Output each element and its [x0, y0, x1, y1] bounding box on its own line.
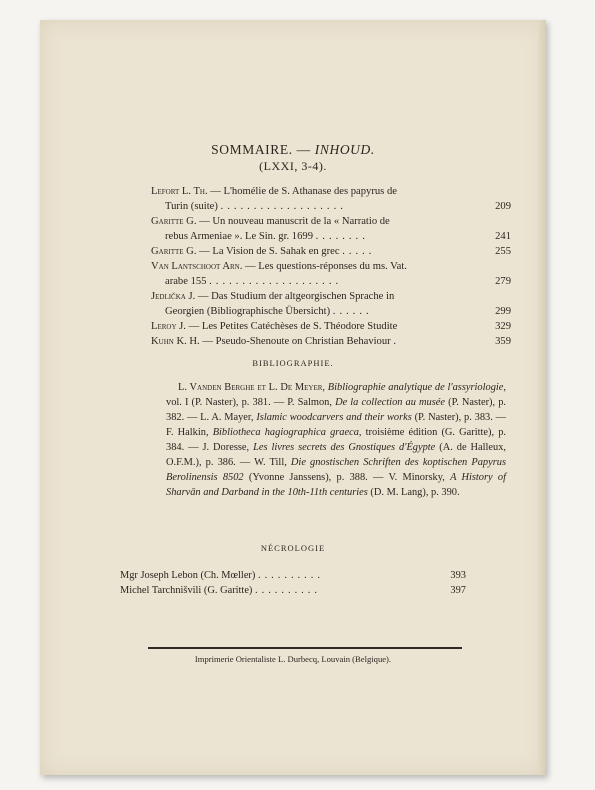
bibliographie-paragraph [166, 380, 506, 500]
toc-title: — Das Studium der altgeorgischen Sprache in [195, 291, 395, 302]
toc-entry [151, 214, 511, 244]
biblio-title: Bibliotheca hagiographica graeca [212, 427, 359, 438]
toc-page-number: 279 [495, 276, 511, 287]
title-italic: INHOUD. [314, 142, 375, 157]
toc-line: Garitte G. — La Vision de S. Sahak en grec ..... 255 [151, 246, 511, 257]
biblio-text: (A. de Halleux, O.F.M.), p. 386. — W. Till, [166, 442, 506, 468]
toc-line [151, 289, 511, 304]
toc-entry [151, 184, 511, 214]
toc-author: Garitte G. [151, 216, 197, 227]
necrologie-text: Michel Tarchnišvili (G. Garitte) [120, 585, 253, 596]
toc-line: Georgien (Bibliographische Übersicht) ...... 299 [165, 306, 511, 317]
toc-entry [151, 289, 511, 319]
toc-line: Turin (suite) ................... 209 [165, 201, 511, 212]
toc-page-number: 255 [495, 246, 511, 257]
title-plain: SOMMAIRE. — [211, 142, 311, 157]
back-cover-page [40, 20, 546, 775]
toc-page-number: 209 [495, 201, 511, 212]
biblio-text: (P. Naster), p. 382. — L. A. Mayer, [166, 397, 506, 423]
toc-line [151, 214, 511, 229]
toc-line: rebus Armeniae ». Le Sin. gr. 1699 ........ 241 [165, 231, 511, 242]
biblio-title: Les livres secrets des Gnostiques d'Égypte [253, 442, 436, 453]
toc-entry [151, 334, 511, 349]
toc-page-number: 359 [495, 336, 511, 347]
toc-line [151, 319, 511, 334]
toc-author: Lefort L. Th. [151, 186, 208, 197]
toc-line [151, 184, 511, 199]
toc-title-cont: arabe 155 [165, 276, 207, 287]
toc-author: Garitte G. [151, 246, 197, 257]
necrologie-heading: NÉCROLOGIE [260, 543, 326, 553]
biblio-text: (Yvonne Janssens), p. 388. — V. Minorsky, [243, 472, 451, 483]
toc-entry [151, 319, 511, 334]
toc-title: — L'homélie de S. Athanase des papyrus de [207, 186, 397, 197]
necrologie-page-number: 397 [450, 585, 466, 596]
sommaire-title [40, 142, 546, 158]
necrologie-page-number: 393 [450, 570, 466, 581]
biblio-text: (D. M. Lang), p. 390. [367, 487, 460, 498]
biblio-text: , troisième édition (G. Garitte), p. 384. — J. Doresse, [166, 427, 506, 453]
toc-page-number: 241 [495, 231, 511, 242]
toc-author: Jedlička J. [151, 291, 196, 302]
toc-entry [151, 244, 511, 259]
necrologie-text: Mgr Joseph Lebon (Ch. Mœller) [120, 570, 256, 581]
toc-page-number: 299 [495, 306, 511, 317]
toc-entry [151, 259, 511, 289]
biblio-title: Islamic woodcarvers and their works [256, 412, 412, 423]
necrologie-entry: Mgr Joseph Lebon (Ch. Mœller) .......... 393 [120, 570, 466, 581]
toc-title-cont: rebus Armeniae ». Le Sin. gr. 1699 [165, 231, 313, 242]
horizontal-rule [148, 647, 462, 649]
toc-line: Kuhn K. H. — Pseudo-Shenoute on Christian Behaviour . 359 [151, 336, 511, 347]
toc-title-cont: Georgien (Bibliographische Übersicht) [165, 306, 331, 317]
necrologie-entry: Michel Tarchnišvili (G. Garitte) .......... 397 [120, 585, 466, 596]
toc-author: Leroy J. [151, 321, 186, 332]
toc-author: Van Lantschoot Arn. [151, 261, 243, 272]
toc-title: — Pseudo-Shenoute on Christian Behaviour [199, 336, 391, 347]
biblio-title: A History of Sharvān and Darband in the 10th-11th centuries [166, 472, 506, 498]
toc-line: arabe 155 .................... 279 [165, 276, 511, 287]
biblio-title: Bibliographie analytique de l'assyriologie [327, 382, 504, 393]
toc-line [151, 259, 511, 274]
biblio-title: De la collection au musée [335, 397, 446, 408]
printer-imprint: Imprimerie Orientaliste L. Durbecq, Louvain (Belgique). [194, 654, 392, 664]
biblio-text: (P. Naster), p. 383. — F. Halkin, [166, 412, 506, 438]
volume-number: (LXXI, 3-4). [259, 159, 327, 173]
biblio-title: Die gnostischen Schriften des koptischen Papyrus Berolinensis 8502 [166, 457, 506, 483]
biblio-text: , vol. I (P. Naster), p. 381. — P. Salmon, [166, 382, 507, 408]
toc-title-cont: Turin (suite) [165, 201, 218, 212]
toc-title: — La Vision de S. Sahak en grec [196, 246, 340, 257]
table-of-contents [151, 184, 511, 349]
biblio-text: L. Vanden Berghe et L. De Meyer, [178, 382, 328, 393]
toc-author: Kuhn K. H. [151, 336, 200, 347]
bibliographie-heading: BIBLIOGRAPHIE. [252, 358, 334, 368]
toc-title: — Un nouveau manuscrit de la « Narratio de [196, 216, 390, 227]
toc-title: — Les questions-réponses du ms. Vat. [242, 261, 407, 272]
toc-page-number: 329 [495, 321, 511, 332]
necrologie-list [120, 568, 466, 598]
toc-title: — Les Petites Catéchèses de S. Théodore Studite [185, 321, 398, 332]
